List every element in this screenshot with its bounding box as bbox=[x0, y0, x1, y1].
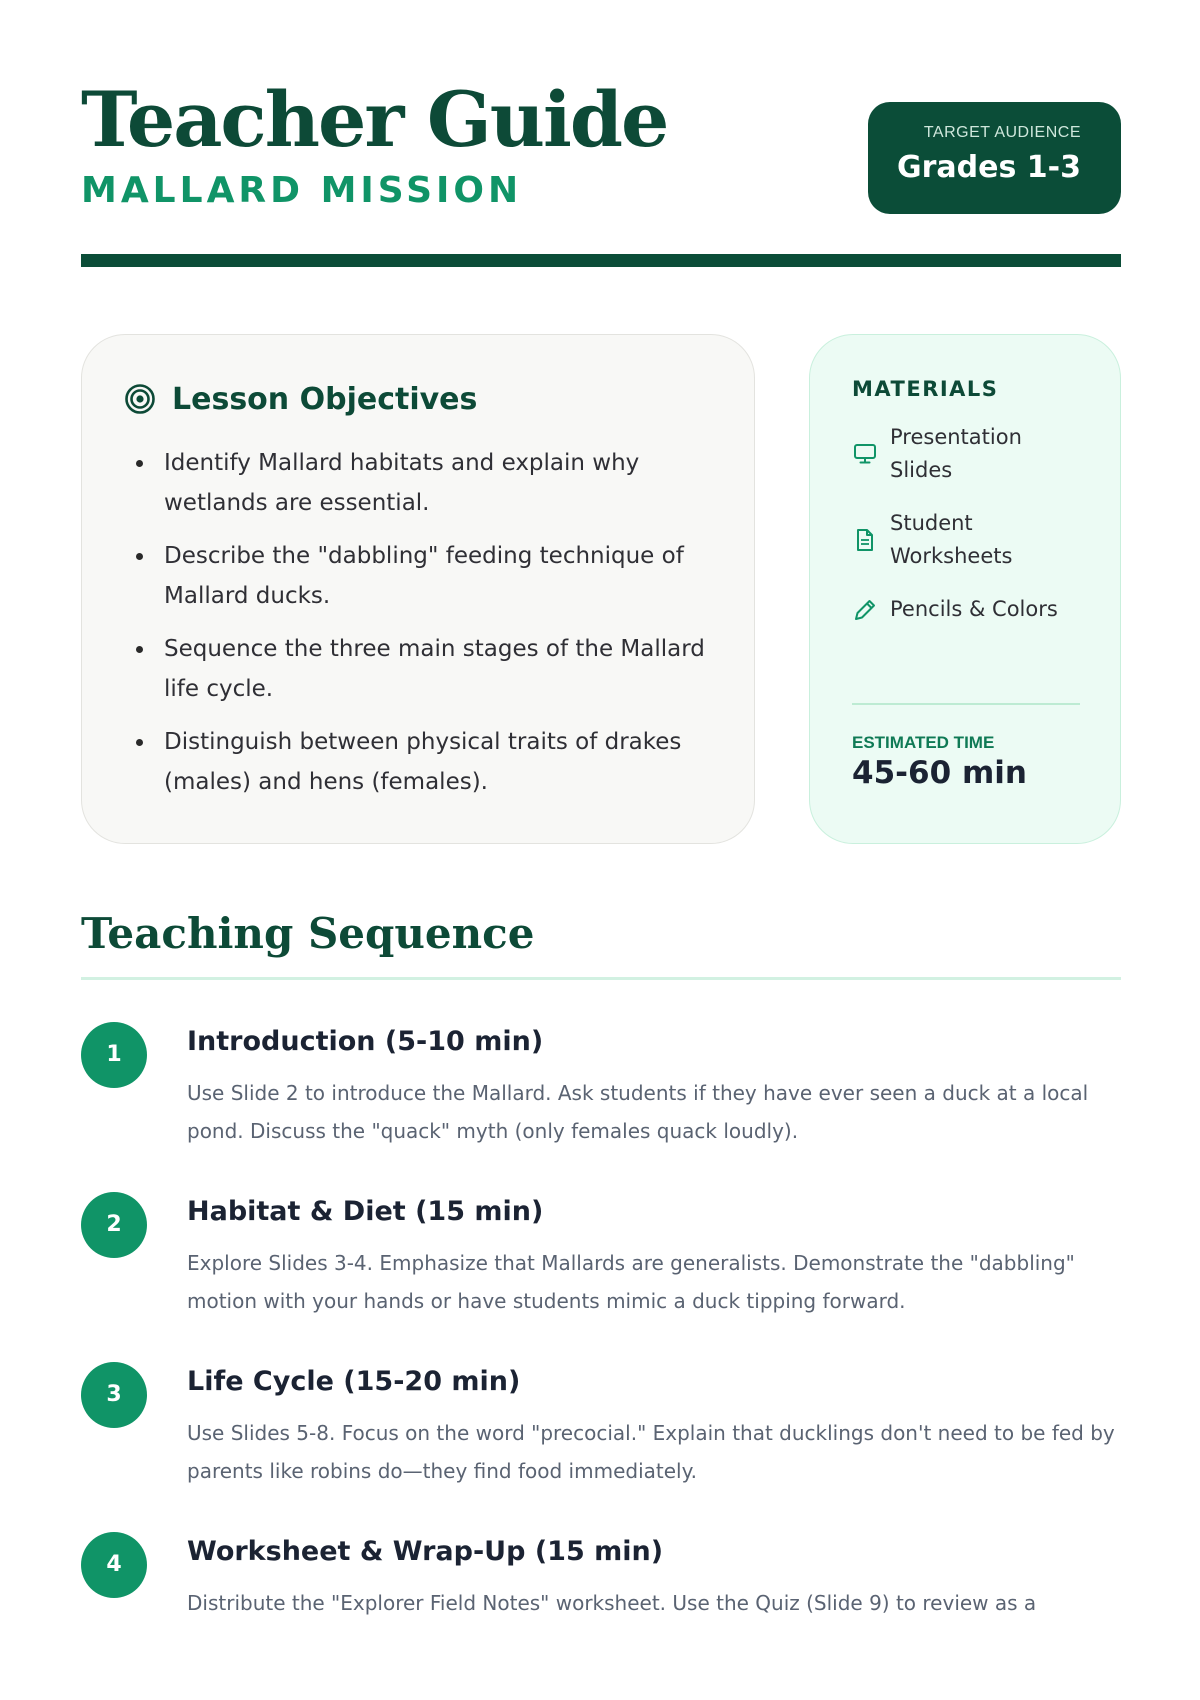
sequence-step bbox=[81, 1020, 1121, 1190]
bullet-icon bbox=[136, 460, 143, 467]
objective-text: Distinguish between physical traits of drakes (males) and hens (females). bbox=[164, 729, 682, 795]
header-divider bbox=[81, 254, 1121, 267]
sequence-step bbox=[81, 1530, 1121, 1700]
step-title: Life Cycle (15-20 min) bbox=[187, 1366, 521, 1397]
material-item bbox=[852, 421, 1080, 487]
step-description: Use Slides 5-8. Focus on the word "precocial." Explain that ducklings don't need to be fed by parents like robins do—they find food immediately. bbox=[187, 1421, 1115, 1483]
page-header bbox=[81, 0, 1121, 268]
objective-text: Describe the "dabbling" feeding technique of Mallard ducks. bbox=[164, 543, 684, 609]
material-label: Pencils & Colors bbox=[890, 597, 1058, 621]
material-label: Student Worksheets bbox=[890, 511, 1013, 568]
audience-value: Grades 1-3 bbox=[897, 150, 1081, 185]
step-description: Explore Slides 3-4. Emphasize that Mallards are generalists. Demonstrate the "dabbling" motion with your hands or have students mimic a duck tipping forward. bbox=[187, 1251, 1075, 1313]
objective-text: Identify Mallard habitats and explain why wetlands are essential. bbox=[164, 450, 640, 516]
bullet-icon bbox=[136, 646, 143, 653]
page-subtitle: MALLARD MISSION bbox=[81, 170, 523, 211]
step-title: Introduction (5-10 min) bbox=[187, 1026, 544, 1057]
objective-item bbox=[124, 722, 714, 802]
objective-text: Sequence the three main stages of the Mallard life cycle. bbox=[164, 636, 705, 702]
estimated-time-value: 45-60 min bbox=[852, 755, 1027, 791]
sequence-step bbox=[81, 1360, 1121, 1530]
step-title: Habitat & Diet (15 min) bbox=[187, 1196, 544, 1227]
step-description: Distribute the "Explorer Field Notes" worksheet. Use the Quiz (Slide 9) to review as a bbox=[187, 1591, 1037, 1615]
material-item bbox=[852, 507, 1080, 573]
page-title: Teacher Guide bbox=[81, 75, 668, 164]
audience-label: TARGET AUDIENCE bbox=[923, 124, 1081, 141]
teacher-guide-page bbox=[81, 0, 1121, 1615]
estimated-time-label: ESTIMATED TIME bbox=[852, 733, 995, 752]
target-audience-badge bbox=[868, 102, 1121, 214]
step-description: Use Slide 2 to introduce the Mallard. Ask students if they have ever seen a duck at a local pond. Discuss the "quack" myth (only females quack loudly). bbox=[187, 1081, 1089, 1143]
objective-item bbox=[124, 629, 714, 709]
materials-list bbox=[852, 421, 1080, 626]
step-title: Worksheet & Wrap-Up (15 min) bbox=[187, 1536, 664, 1567]
bullet-icon bbox=[136, 553, 143, 560]
pencil-icon bbox=[852, 597, 878, 623]
step-number-badge: 4 bbox=[81, 1532, 147, 1598]
monitor-icon bbox=[852, 441, 878, 467]
material-label: Presentation Slides bbox=[890, 425, 1022, 482]
bullet-icon bbox=[136, 739, 143, 746]
teaching-steps bbox=[81, 1020, 1121, 1700]
materials-title: MATERIALS bbox=[852, 377, 999, 401]
materials-divider bbox=[852, 703, 1080, 705]
sequence-step bbox=[81, 1190, 1121, 1360]
lesson-objectives-card bbox=[81, 334, 755, 844]
step-number-badge: 1 bbox=[81, 1022, 147, 1088]
objectives-title: Lesson Objectives bbox=[172, 381, 478, 417]
objectives-header bbox=[124, 379, 714, 419]
objectives-list bbox=[124, 443, 714, 802]
step-number-badge: 3 bbox=[81, 1362, 147, 1428]
teaching-sequence-title: Teaching Sequence bbox=[81, 909, 535, 958]
target-icon bbox=[124, 383, 156, 415]
material-item bbox=[852, 593, 1080, 626]
sequence-divider bbox=[81, 977, 1121, 980]
objective-item bbox=[124, 443, 714, 523]
document-icon bbox=[852, 527, 878, 553]
materials-card bbox=[809, 334, 1121, 844]
objective-item bbox=[124, 536, 714, 616]
step-number-badge: 2 bbox=[81, 1192, 147, 1258]
